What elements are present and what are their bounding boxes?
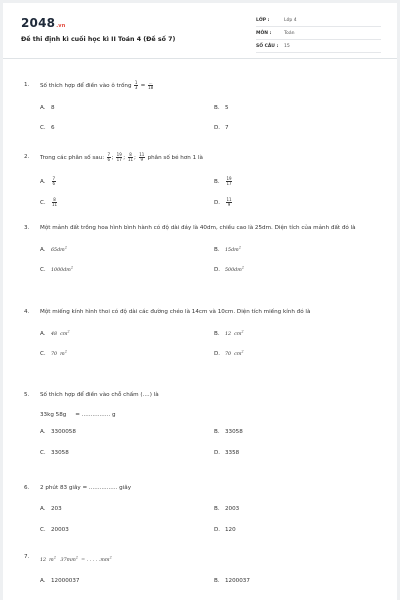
option-b[interactable]: B. 5 [214,104,229,111]
question-2: 2. Trong các phân số sau: $\frac{7}{6}$ ; $\frac{19}{17}$ ; $\frac{8}{11}$ ; $\frac{11}{9}$ phân số bé hơn 1 là A. $\frac{7}{6}$ B. $\frac{19}{17}$ C. $\frac{8}{11}$ D. $\frac{11}{9}$ [24,152,232,207]
option-d[interactable]: D. 120 [214,526,236,533]
meta-label: LỚP : [256,18,270,23]
question-number: 3. [24,225,30,231]
question-subtext: 33kg 58g [40,411,67,418]
site-logo[interactable] [21,16,66,30]
option-c[interactable]: C. 70 $m^2$ [40,349,67,358]
option-d[interactable]: D. 7 [214,124,229,131]
option-a[interactable]: A. $\frac{7}{6}$ [40,175,56,186]
option-b[interactable]: B. 1200037 [214,578,250,585]
option-a[interactable]: A. 48 $cm^2$ [40,329,70,338]
meta-row-count [256,41,381,53]
equals-sign: = [140,83,146,89]
fraction: $\frac{7}{6}$ [107,152,110,162]
option-d[interactable]: D. 70 $cm^2$ [214,349,244,358]
option-d[interactable]: D. $\frac{11}{9}$ [214,196,232,207]
meta-value: Toán [284,31,295,36]
question-1 [24,81,384,135]
question-3 [24,224,384,276]
option-a[interactable]: A. $65dm^2$ [40,245,67,254]
question-number: 5. [24,392,30,398]
question-text: Một mảnh đất trồng hoa hình bình hành có độ dài đáy là 40dm, chiều cao là 25dm. Diện tích của mảnh đất đó là [40,225,356,231]
question-text: Một miếng kính hình thoi có độ dài các đường chéo là 14cm và 10cm. Diện tích miếng kính đó là [40,309,311,315]
meta-row-class [256,15,381,27]
option-c[interactable]: C. 6 [40,124,55,131]
question-6 [24,484,384,537]
option-c[interactable]: C. $\frac{8}{11}$ [40,196,58,207]
option-b[interactable]: B. 33058 [214,429,243,435]
meta-row-subject [256,28,381,40]
question-text: Số thích hợp để điền vào ô trống [40,83,132,89]
option-a[interactable]: A. 8 [40,104,55,111]
question-expression: 12 $m^2$ $37mm^2$ = . . . . $.mm^2$ [40,555,112,563]
option-b[interactable]: B. 12 $cm^2$ [214,329,244,338]
meta-value: 15 [284,44,290,49]
exam-title: Đề thi định kì cuối học kì II Toán 4 (Đề số 7) [21,36,176,43]
question-text: Số thích hợp để điền vào chỗ chấm (....) là [40,392,159,398]
option-a[interactable]: A. 203 [40,505,62,512]
question-text: phân số bé hơn 1 là [147,155,203,161]
option-a[interactable]: A. 12000037 [40,578,80,585]
question-number: 2. [24,154,30,160]
question-text: Trong các phân số sau: [40,155,105,161]
question-number: 6. [24,485,30,491]
meta-label: MÔN : [256,31,272,36]
option-d[interactable]: D. 3358 [214,450,240,456]
option-c[interactable]: C. 20003 [40,526,69,533]
option-c[interactable]: C. 33058 [40,450,69,456]
meta-value: Lớp 4 [284,18,297,23]
logo-main: 2048 [21,16,56,30]
option-d[interactable]: D. $500dm^2$ [214,265,245,274]
fraction: $\frac{1}{3}$ [134,80,138,90]
exam-meta [256,15,381,54]
question-number: 4. [24,309,30,315]
fill-blank: = ................ g [75,411,116,418]
fraction: $\frac{11}{9}$ [139,152,145,162]
question-4 [24,308,384,360]
exam-header [3,3,397,59]
fraction: $\frac{...}{18}$ [148,80,154,90]
logo-sub: .vn [56,23,66,29]
question-text: 2 phút 83 giây = ................ giây [40,485,132,491]
option-c[interactable]: C. $1000dm^2$ [40,265,74,274]
question-7 [24,553,384,588]
option-b[interactable]: B. $\frac{19}{17}$ [214,175,232,186]
fraction: $\frac{19}{17}$ [116,152,122,162]
option-b[interactable]: B. $15dm^2$ [214,245,241,254]
question-5 [24,391,384,460]
meta-label: SỐ CÂU : [256,44,279,49]
fraction: $\frac{8}{11}$ [127,152,134,162]
option-b[interactable]: B. 2003 [214,505,240,512]
question-number: 7. [24,554,30,560]
exam-page [3,3,397,600]
option-a[interactable]: A. 3300058 [40,429,76,435]
question-number: 1. [24,82,30,88]
